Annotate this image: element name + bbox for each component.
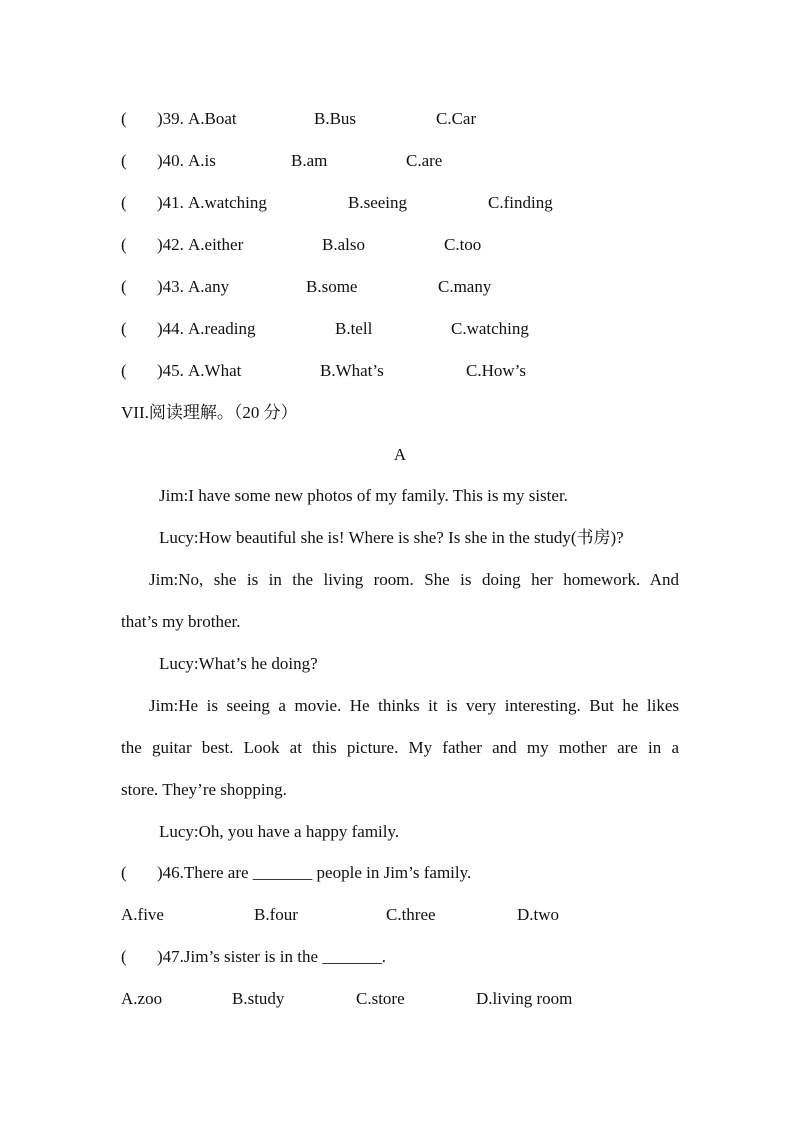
option-b: B.study <box>232 989 285 1008</box>
question-number: )40. <box>157 151 184 170</box>
option-a: A.either <box>188 235 244 254</box>
option-d: D.two <box>517 905 560 924</box>
option-c: C.are <box>406 151 443 170</box>
option-d: D.living room <box>476 989 573 1008</box>
option-c: C.How’s <box>466 361 526 380</box>
passage-label: A <box>393 445 407 464</box>
answer-paren: ( <box>121 277 127 296</box>
option-b: B.Bus <box>314 109 357 128</box>
option-c: C.store <box>356 989 405 1008</box>
option-a: A.reading <box>188 319 256 338</box>
option-a: A.watching <box>188 193 267 212</box>
passage-line: Lucy:How beautiful she is! Where is she? Is she in the study(书房)? <box>159 528 624 547</box>
option-b: B.tell <box>335 319 373 338</box>
question-number: )44. <box>157 319 184 338</box>
passage-line: that’s my brother. <box>121 612 241 631</box>
question-number: )42. <box>157 235 184 254</box>
question-number: )43. <box>157 277 184 296</box>
option-a: A.zoo <box>121 989 163 1008</box>
answer-paren: ( <box>121 319 127 338</box>
passage-line: Jim:He is seeing a movie. He thinks it is very interesting. But he likes <box>149 696 679 715</box>
option-b: B.also <box>322 235 365 254</box>
answer-paren: ( <box>121 863 127 882</box>
option-b: B.some <box>306 277 358 296</box>
passage-line: store. They’re shopping. <box>121 780 287 799</box>
option-c: C.too <box>444 235 482 254</box>
question-stem: )47.Jim’s sister is in the _______. <box>157 947 387 966</box>
answer-paren: ( <box>121 235 127 254</box>
section-heading: VII.阅读理解。（20 分） <box>121 403 298 422</box>
option-b: B.four <box>254 905 298 924</box>
question-number: )45. <box>157 361 184 380</box>
option-c: C.finding <box>488 193 553 212</box>
question-number: )41. <box>157 193 184 212</box>
option-b: B.am <box>291 151 328 170</box>
option-b: B.seeing <box>348 193 408 212</box>
passage-line: Jim:No, she is in the living room. She is doing her homework. And <box>149 570 679 589</box>
answer-paren: ( <box>121 947 127 966</box>
answer-paren: ( <box>121 109 127 128</box>
question-number: )39. <box>157 109 184 128</box>
answer-paren: ( <box>121 193 127 212</box>
option-a: A.any <box>188 277 230 296</box>
option-c: C.Car <box>436 109 477 128</box>
passage-line: the guitar best. Look at this picture. My father and my mother are in a <box>121 738 679 757</box>
answer-paren: ( <box>121 361 127 380</box>
option-a: A.is <box>188 151 216 170</box>
question-stem: )46.There are _______ people in Jim’s family. <box>157 863 472 882</box>
answer-paren: ( <box>121 151 127 170</box>
option-a: A.Boat <box>188 109 237 128</box>
option-a: A.What <box>188 361 242 380</box>
option-c: C.watching <box>451 319 529 338</box>
passage-line: Jim:I have some new photos of my family. This is my sister. <box>159 486 568 505</box>
option-c: C.three <box>386 905 436 924</box>
option-b: B.What’s <box>320 361 384 380</box>
passage-line: Lucy:What’s he doing? <box>159 654 318 673</box>
option-a: A.five <box>121 905 164 924</box>
passage-line: Lucy:Oh, you have a happy family. <box>159 822 400 841</box>
option-c: C.many <box>438 277 492 296</box>
